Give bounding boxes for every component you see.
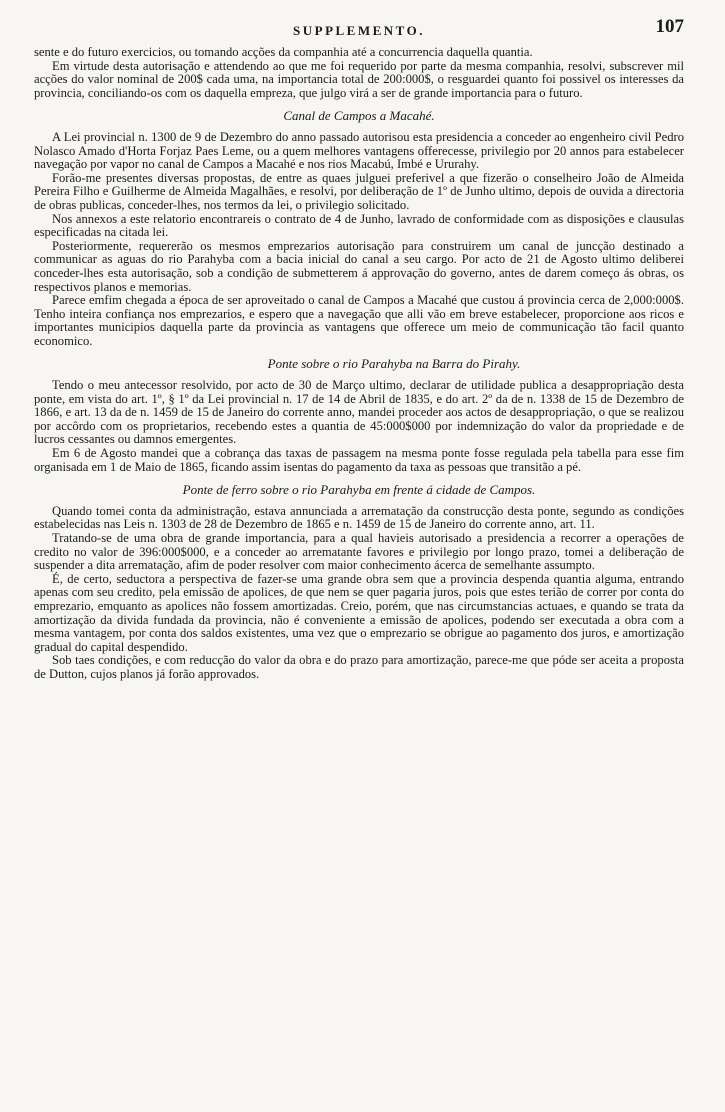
paragraph: Em 6 de Agosto mandei que a cobrança das taxas de passagem na mesma ponte fosse regulada pela tabella para esse fim organisada em 1 de Maio de 1865, ficando assim isentas do pagamento da taxa as pessoas que transitão a pé.	[34, 446, 684, 474]
paragraph: sente e do futuro exercicios, ou tomando acções da companhia até a concurrencia daquella quantia.	[34, 45, 533, 59]
paragraph: Posteriormente, requererão os mesmos emprezarios autorisação para construirem um canal de juncção destinado a communicar as aguas do rio Parahyba com a bacia inicial do canal a seu cargo. Por acto de 21 de Agosto ultimo deliberei conceder-lhes esta autorisação, sob a condição de submetterem á approvação do governo, antes de darem começo ás obras, os respectivos planos e memorias.	[34, 238, 684, 294]
paragraph: A Lei provincial n. 1300 de 9 de Dezembro do anno passado autorisou esta presidencia a conceder ao engenheiro civil Pedro Nolasco Amado d'Horta Forjaz Paes Leme, ou a quem melhores vantagens offerecesse, privilegio por 20 annos para estabelecer navegação por vapor no canal de Campos a Macahé e nos rios Macabú, Imbé e Ururahy.	[34, 129, 684, 172]
paragraph: Tratando-se de uma obra de grande importancia, para a qual havieis autorisado a presidencia a recorrer a operações de credito no valor de 396:000$000, e a conceder ao arrematante favores e privilegio por longo prazo, tomei a deliberação de suspender a dita arrematação, afim de poder resolver com maior conhecimento ácerca de semelhante assumpto.	[34, 531, 684, 573]
paragraph: É, de certo, seductora a perspectiva de fazer-se uma grande obra sem que a provincia despenda quantia alguma, entrando apenas com seu credito, pela emissão de apolices, de que nem se quer pagaria juros, pois que estes terião de correr por conta do emprezario, emquanto as apolices não fossem amortizadas. Creio, porém, que nas circumstancias actuaes, e quando se trata da amortização da divida fundada da provincia, não é conveniente a emissão de apolices, podendo ser executada a obra com a mesma vantagem, por conta dos saldos existentes, uma vez que o emprezario se obrigue ao pagamento dos juros, e amortização gradual do capital despendido.	[34, 571, 684, 654]
running-title: SUPPLEMENTO.	[293, 23, 425, 38]
paragraph: Nos annexos a este relatorio encontrareis o contrato de 4 de Junho, lavrado de conformidade com as disposições e clausulas especificadas na citada lei.	[34, 211, 684, 240]
paragraph: Sob taes condições, e com reducção do valor da obra e do prazo para amortização, parece-me que póde ser aceita a proposta de Dutton, cujos planos já forão approvados.	[34, 653, 684, 681]
section-heading-ponte-campos: Ponte de ferro sobre o rio Parahyba em frente á cidade de Campos.	[182, 482, 536, 498]
paragraph: Tendo o meu antecessor resolvido, por acto de 30 de Março ultimo, declarar de utilidade publica a desappropriação desta ponte, em vista do art. 1º, § 1º da Lei provincial n. 17 de 14 de Abril de 1835, e do art. 2º da de n. 1338 de 15 de Dezembro de 1866, e art. 13 da de n. 1459 de 15 de Janeiro do corrente anno, mandei proceder aos actos de desappropriação, o que se realizou por accôrdo com os proprietarios, recebendo estes a quantia de 45:000$000 por indemnização do valor da propriedade e de lucros cessantes ou damnos emergentes.	[34, 378, 684, 447]
section-heading-ponte-pirahy: Ponte sobre o rio Parahyba na Barra do Pirahy.	[267, 356, 521, 372]
paragraph: Em virtude desta autorisação e attendendo ao que me foi requerido por parte da mesma companhia, resolvi, subscrever mil acções do valor nominal de 200$ cada uma, na importancia total de 200:000$, o resguardei quanto foi possivel os interesses da provincia, conciliando-os com os daquella empreza, que julgo virá a ser de grande importancia para o futuro.	[34, 58, 684, 100]
page-number: 107	[655, 16, 684, 37]
document-page	[34, 18, 684, 682]
page-header	[34, 18, 684, 44]
paragraph: Forão-me presentes diversas propostas, de entre as quaes julguei preferivel a que fizerão o conselheiro João de Almeida Pereira Filho e Guilherme de Almeida Magalhães, e resolvi, por deliberação de 1º de Junho ultimo, depois de ouvida a directoria de obras publicas, conceder-lhes, nos termos da lei, o privilegio solicitado.	[34, 170, 684, 212]
paragraph: Parece emfim chegada a época de ser aproveitado o canal de Campos a Macahé que custou á provincia cerca de 2,000:000$. Tenho inteira confiança nos emprezarios, e espero que a navegação que alli vão em breve estabelecer, proporcione aos ricos e importantes municipios daquella parte da provincia as vantagens que offerece um meio de communicação tão facil quanto economico.	[34, 293, 684, 348]
section-heading-canal: Canal de Campos a Macahé.	[283, 108, 435, 124]
paragraph: Quando tomei conta da administração, estava annunciada a arrematação da construcção desta ponte, segundo as condições estabelecidas nas Leis n. 1303 de 28 de Dezembro de 1865 e n. 1459 de 15 de Janeiro do corrente anno, art. 11.	[34, 503, 684, 532]
